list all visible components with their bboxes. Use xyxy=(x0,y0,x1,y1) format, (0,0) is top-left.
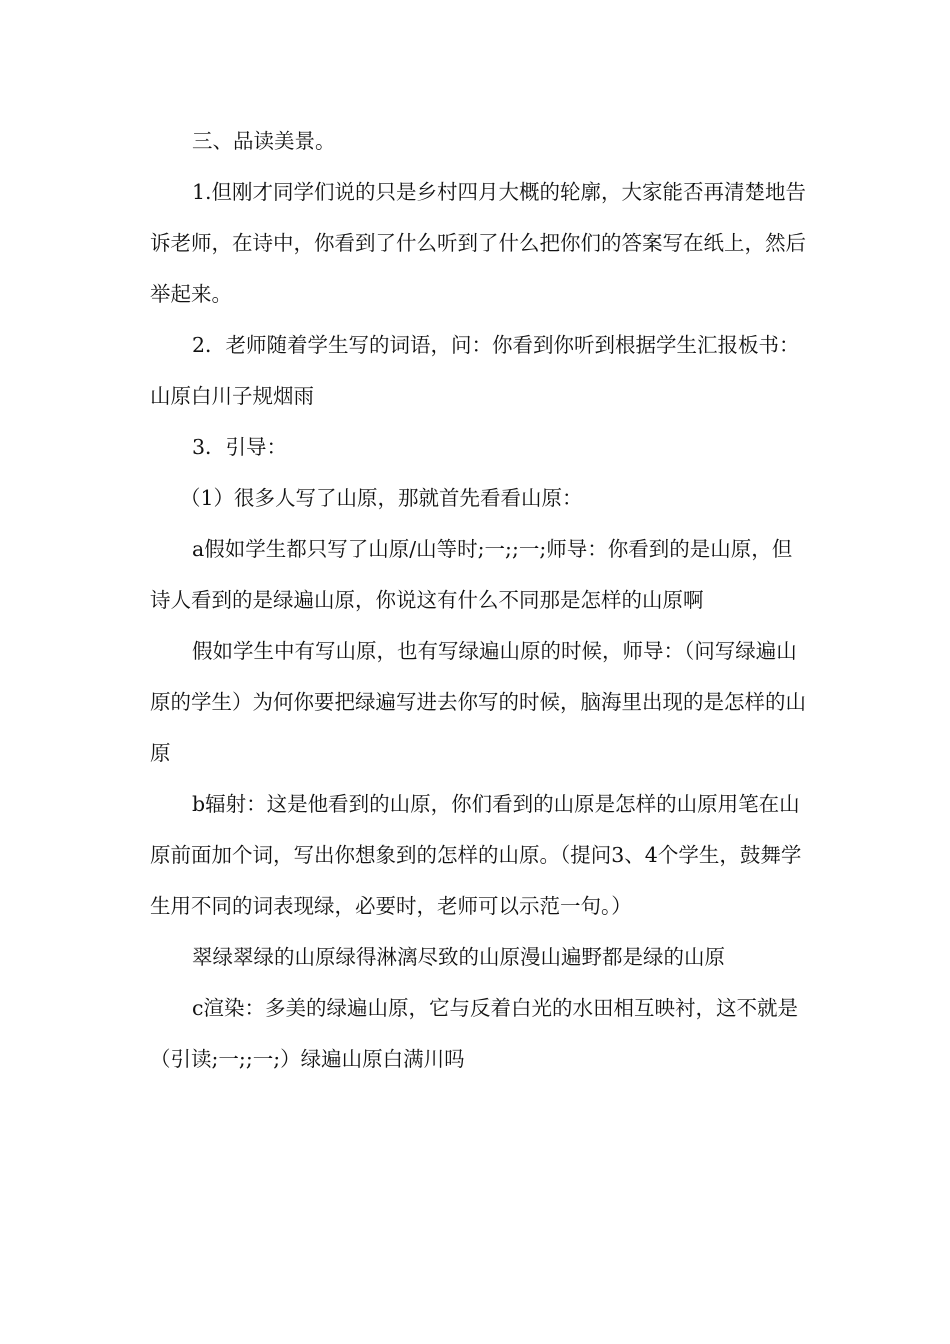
paragraph-item-a-alt: 假如学生中有写山原，也有写绿遍山原的时候，师导：（问写绿遍山原的学生）为何你要把绿遍写进去你写的时候，脑海里出现的是怎样的山原 xyxy=(150,639,806,765)
paragraph-item-b: b辐射：这是他看到的山原，你们看到的山原是怎样的山原用笔在山原前面加个词，写出你想象到的怎样的山原。（提问3、4个学生，鼓舞学生用不同的词表现绿，必要时，老师可以示范一句。） xyxy=(150,792,802,918)
paragraph-step-2: 2．老师随着学生写的词语，问：你看到你听到根据学生汇报板书：山原白川子规烟雨 xyxy=(150,333,800,408)
paragraph-substep-1: （1）很多人写了山原，那就首先看看山原： xyxy=(180,486,583,510)
section-heading: 三、品读美景。 xyxy=(192,129,336,153)
document-body xyxy=(150,116,810,1085)
paragraph-item-c: c渲染：多美的绿遍山原，它与反着白光的水田相互映衬，这不就是（引读;一;;一;）绿遍山原白满川吗 xyxy=(150,996,798,1071)
paragraph-step-3: 3．引导： xyxy=(192,435,288,459)
paragraph-item-a: a假如学生都只写了山原/山等时;一;;一;师导：你看到的是山原，但诗人看到的是绿遍山原，你说这有什么不同那是怎样的山原啊 xyxy=(150,537,793,612)
paragraph-step-1: 1.但刚才同学们说的只是乡村四月大概的轮廓，大家能否再清楚地告诉老师，在诗中，你看到了什么听到了什么把你们的答案写在纸上，然后举起来。 xyxy=(150,180,807,306)
paragraph-examples: 翠绿翠绿的山原绿得淋漓尽致的山原漫山遍野都是绿的山原 xyxy=(192,945,725,969)
